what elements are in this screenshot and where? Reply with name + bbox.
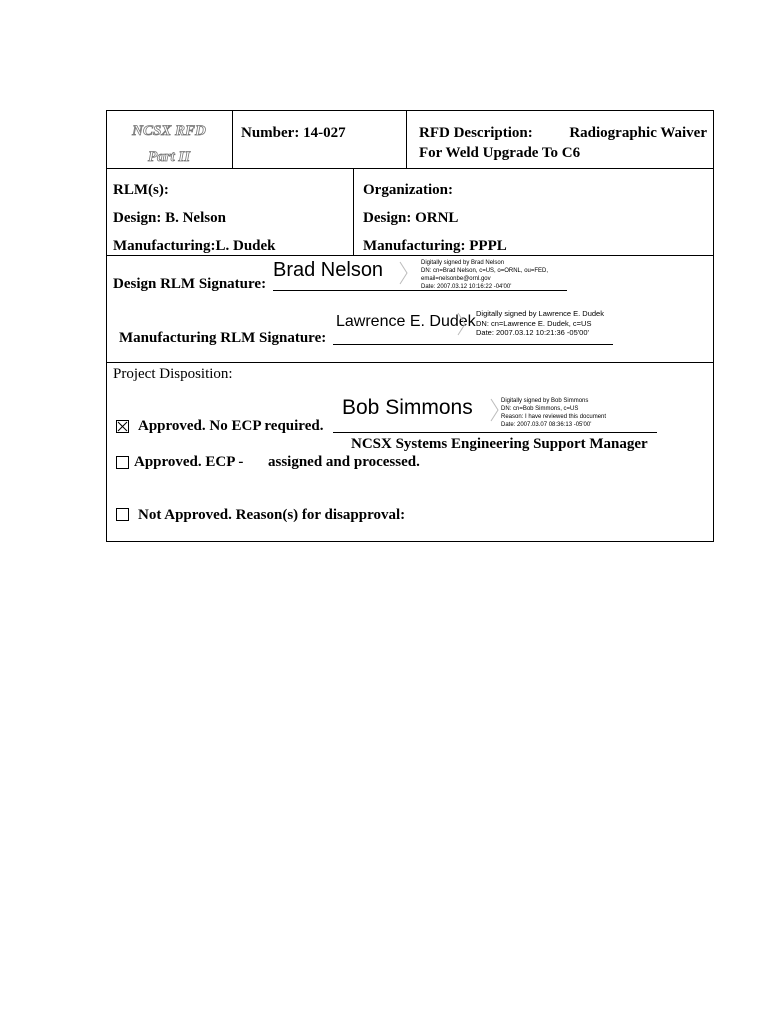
manager-title: NCSX Systems Engineering Support Manager (351, 436, 648, 452)
design-signature-line (273, 290, 567, 291)
manufacturing-rlm: Manufacturing:L. Dudek (113, 238, 276, 254)
column-divider (232, 111, 233, 168)
approved-no-ecp-checkbox[interactable] (116, 420, 129, 433)
column-divider (406, 111, 407, 168)
manager-signature-line (333, 432, 657, 433)
design-rlm: Design: B. Nelson (113, 210, 226, 226)
not-approved-label: Not Approved. Reason(s) for disapproval: (138, 507, 406, 523)
rfd-description-line2: For Weld Upgrade To C6 (419, 145, 581, 161)
organization-label: Organization: (363, 182, 453, 198)
design-signature-label: Design RLM Signature: (113, 276, 267, 292)
approved-ecp-checkbox[interactable] (116, 456, 129, 469)
rfd-description (419, 123, 707, 163)
manufacturing-organization: Manufacturing: PPPL (363, 238, 507, 254)
signature-bracket-icon (490, 398, 500, 422)
design-signature: Brad Nelson (273, 259, 384, 281)
signature-bracket-icon (457, 312, 467, 336)
manufacturing-signature: Lawrence E. Dudek (336, 313, 476, 330)
manufacturing-signature-label: Manufacturing RLM Signature: (119, 330, 327, 346)
manager-signature: Bob Simmons (342, 396, 473, 419)
design-organization: Design: ORNL (363, 210, 459, 226)
manufacturing-signature-details: Digitally signed by Lawrence E. Dudek DN: cn=Lawrence E. Dudek, c=US Date: 2007.03.12 10:21:36 -05'00' (476, 309, 604, 337)
rfd-logo-line2: Part II (147, 149, 191, 165)
rfd-form (106, 110, 714, 542)
row-divider (107, 255, 713, 256)
rfd-description-label: RFD Description: (419, 125, 533, 141)
design-signature-details: Digitally signed by Brad Nelson DN: cn=Brad Nelson, c=US, o=ORNL, ou=FED, email=nelsonbe@ornl.gov Date: 2007.03.12 10:16:22 -04'00' (421, 260, 549, 290)
manager-signature-details: Digitally signed by Bob Simmons DN: cn=Bob Simmons, c=US Reason: I have reviewed this document Date: 2007.03.07 08:36:13 -05'00' (501, 398, 607, 428)
row-divider (107, 362, 713, 363)
rlms-label: RLM(s): (113, 182, 169, 198)
checkmark-x-icon (117, 421, 128, 432)
rfd-logo-line1: NCSX RFD (132, 123, 206, 139)
approved-ecp-label: Approved. ECP - (134, 454, 244, 470)
row-divider (107, 168, 713, 169)
approved-ecp-label-continued: assigned and processed. (268, 454, 420, 470)
signature-bracket-icon (399, 261, 409, 285)
project-disposition-label: Project Disposition: (113, 366, 233, 382)
rfd-number: Number: 14-027 (241, 125, 346, 141)
rfd-description-title: Radiographic Waiver (569, 125, 707, 141)
not-approved-checkbox[interactable] (116, 508, 129, 521)
approved-no-ecp-label: Approved. No ECP required. (138, 418, 324, 434)
column-divider (353, 168, 354, 255)
manufacturing-signature-line (333, 344, 613, 345)
